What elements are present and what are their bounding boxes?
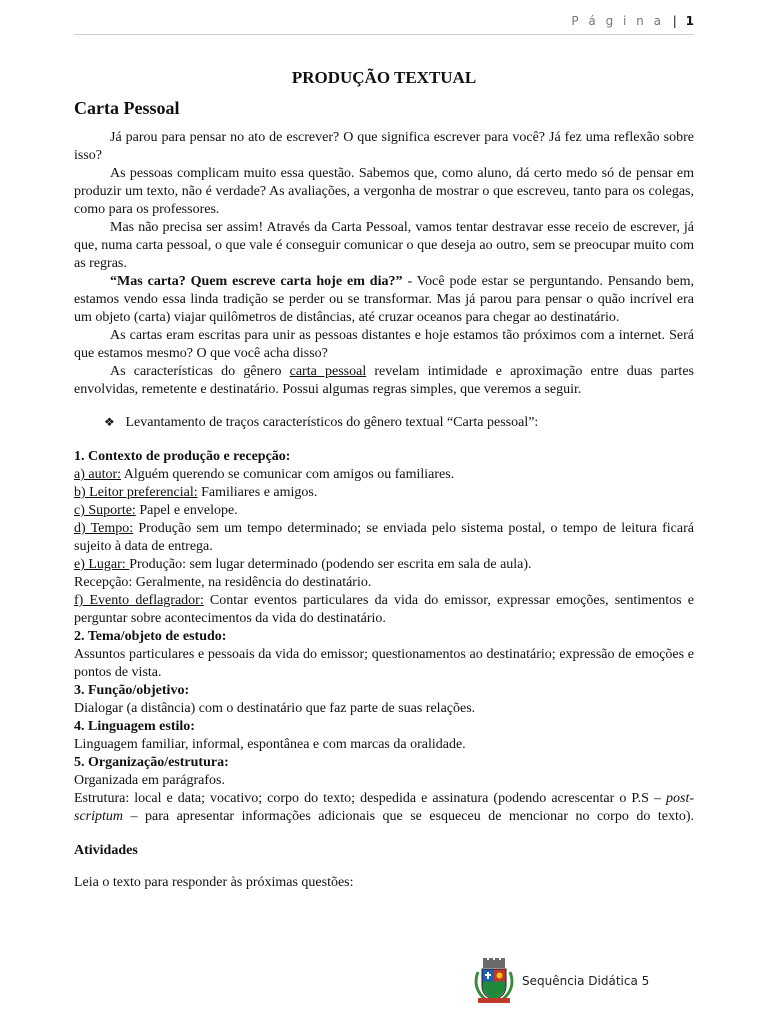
section-4-heading: 4. Linguagem estilo: [74,719,195,734]
intro-paragraph-5: As cartas eram escritas para unir as pessoas distantes e hoje estamos tão próximos com a internet. Será que estamos mesmo? O que você acha disso? [74,328,694,361]
section-5-text-2 [74,790,694,826]
document-subtitle: Carta Pessoal [74,98,180,118]
item-e-label: e) Lugar: [74,557,130,572]
section-1-heading: 1. Contexto de produção e recepção: [74,449,291,464]
page-label: P á g i n a [571,14,664,28]
intro-paragraph-2: As pessoas complicam muito essa questão. Sabemos que, como aluno, dá certo medo só de pensar em produzir um texto, não é verdade? As avaliações, a vergonha de mostrar o que escreveu, tanto para os colegas, como para os professores. [74,166,694,217]
bullet-item [104,413,694,432]
document-body [74,64,694,892]
item-f [74,592,694,628]
carta-pessoal-link[interactable]: carta pessoal [289,364,367,379]
item-f-text: Contar eventos particulares da vida do emissor, expressar emoções, sentimentos e perguntar sobre acontecimentos da vida do destinatário. [74,593,694,626]
diamond-bullet-icon: ❖ [104,415,115,429]
item-e-text: Produção: sem lugar determinado (podendo ser escrita em sala de aula). [129,557,532,572]
section-3-text: Dialogar (a distância) com o destinatário que faz parte de suas relações. [74,701,476,716]
item-d-text: Produção sem um tempo determinado; se enviada pelo sistema postal, o tempo de leitura ficará sujeito à data de entrega. [74,521,694,554]
activities-heading: Atividades [74,843,138,858]
item-f-label: f) Evento deflagrador: [74,593,204,608]
item-a-label: a) autor: [74,467,122,482]
item-d [74,520,694,556]
item-b-text: Familiares e amigos. [197,485,318,500]
bullet-text: Levantamento de traços característicos do gênero textual “Carta pessoal”: [125,415,539,430]
page-footer [472,958,649,1004]
intro-paragraph-3: Mas não precisa ser assim! Através da Carta Pessoal, vamos tentar destravar esse receio de escrever, já que, numa carta pessoal, o que vale é conseguir comunicar o que deseja ao outro, sem se preocupar muito com as regras. [74,220,694,271]
page-number: 1 [685,14,694,28]
municipal-crest-icon [472,958,516,1004]
activities-instruction: Leia o texto para responder às próximas questões: [74,875,354,890]
post-scriptum-term: post-scriptum [74,791,694,824]
item-b-label: b) Leitor preferencial: [74,485,198,500]
intro-paragraph-6 [74,363,694,399]
intro-paragraph-4-text: - Você pode estar se perguntando. Pensando bem, estamos vendo essa linda tradição se perder ou se transformar. Mas já parou para pensar o quão incrível era um objeto (carta) viajar quilômetros de distâncias, até cruzar oceanos para chegar ao destinatário. [74,274,694,325]
header-divider [74,34,694,35]
section-5-text-2a: Estrutura: local e data; vocativo; corpo do texto; despedida e assinatura (podendo acrescentar o P.S – [74,791,666,806]
item-c [74,502,694,520]
intro-paragraph-1: Já parou para pensar no ato de escrever? O que significa escrever para você? Já fez uma reflexão sobre isso? [74,130,694,163]
document-title: PRODUÇÃO TEXTUAL [291,68,477,87]
item-c-text: Papel e envelope. [135,503,238,518]
section-3-heading: 3. Função/objetivo: [74,683,190,698]
footer-text: Sequência Didática 5 [522,974,650,988]
item-c-label: c) Suporte: [74,503,136,518]
section-5-text-2b: – para apresentar informações adicionais que se esqueceu de mencionar no corpo do texto). [123,809,694,824]
item-b [74,484,694,502]
section-4-text: Linguagem familiar, informal, espontânea e com marcas da oralidade. [74,737,466,752]
section-5-text-1: Organizada em parágrafos. [74,773,225,788]
item-e-reception: Recepção: Geralmente, na residência do destinatário. [74,575,372,590]
item-d-label: d) Tempo: [74,521,134,536]
intro-paragraph-6-pre: As características do gênero [110,364,290,379]
section-2-heading: 2. Tema/objeto de estudo: [74,629,227,644]
intro-question: “Mas carta? Quem escreve carta hoje em dia?” [110,274,403,289]
item-e [74,556,694,574]
page-header [571,14,694,28]
header-separator: | [672,14,677,28]
section-2-text: Assuntos particulares e pessoais da vida do emissor; questionamentos ao destinatário; expressão de emoções e pontos de vista. [74,647,694,680]
intro-paragraph-4 [74,273,694,327]
item-a-text: Alguém querendo se comunicar com amigos ou familiares. [121,467,455,482]
section-5-heading: 5. Organização/estrutura: [74,755,229,770]
intro-paragraph-6-post: revelam intimidade e aproximação entre duas partes envolvidas, remetente e destinatário. Possui algumas regras simples, que veremos a seguir. [74,364,694,397]
item-a [74,466,694,484]
